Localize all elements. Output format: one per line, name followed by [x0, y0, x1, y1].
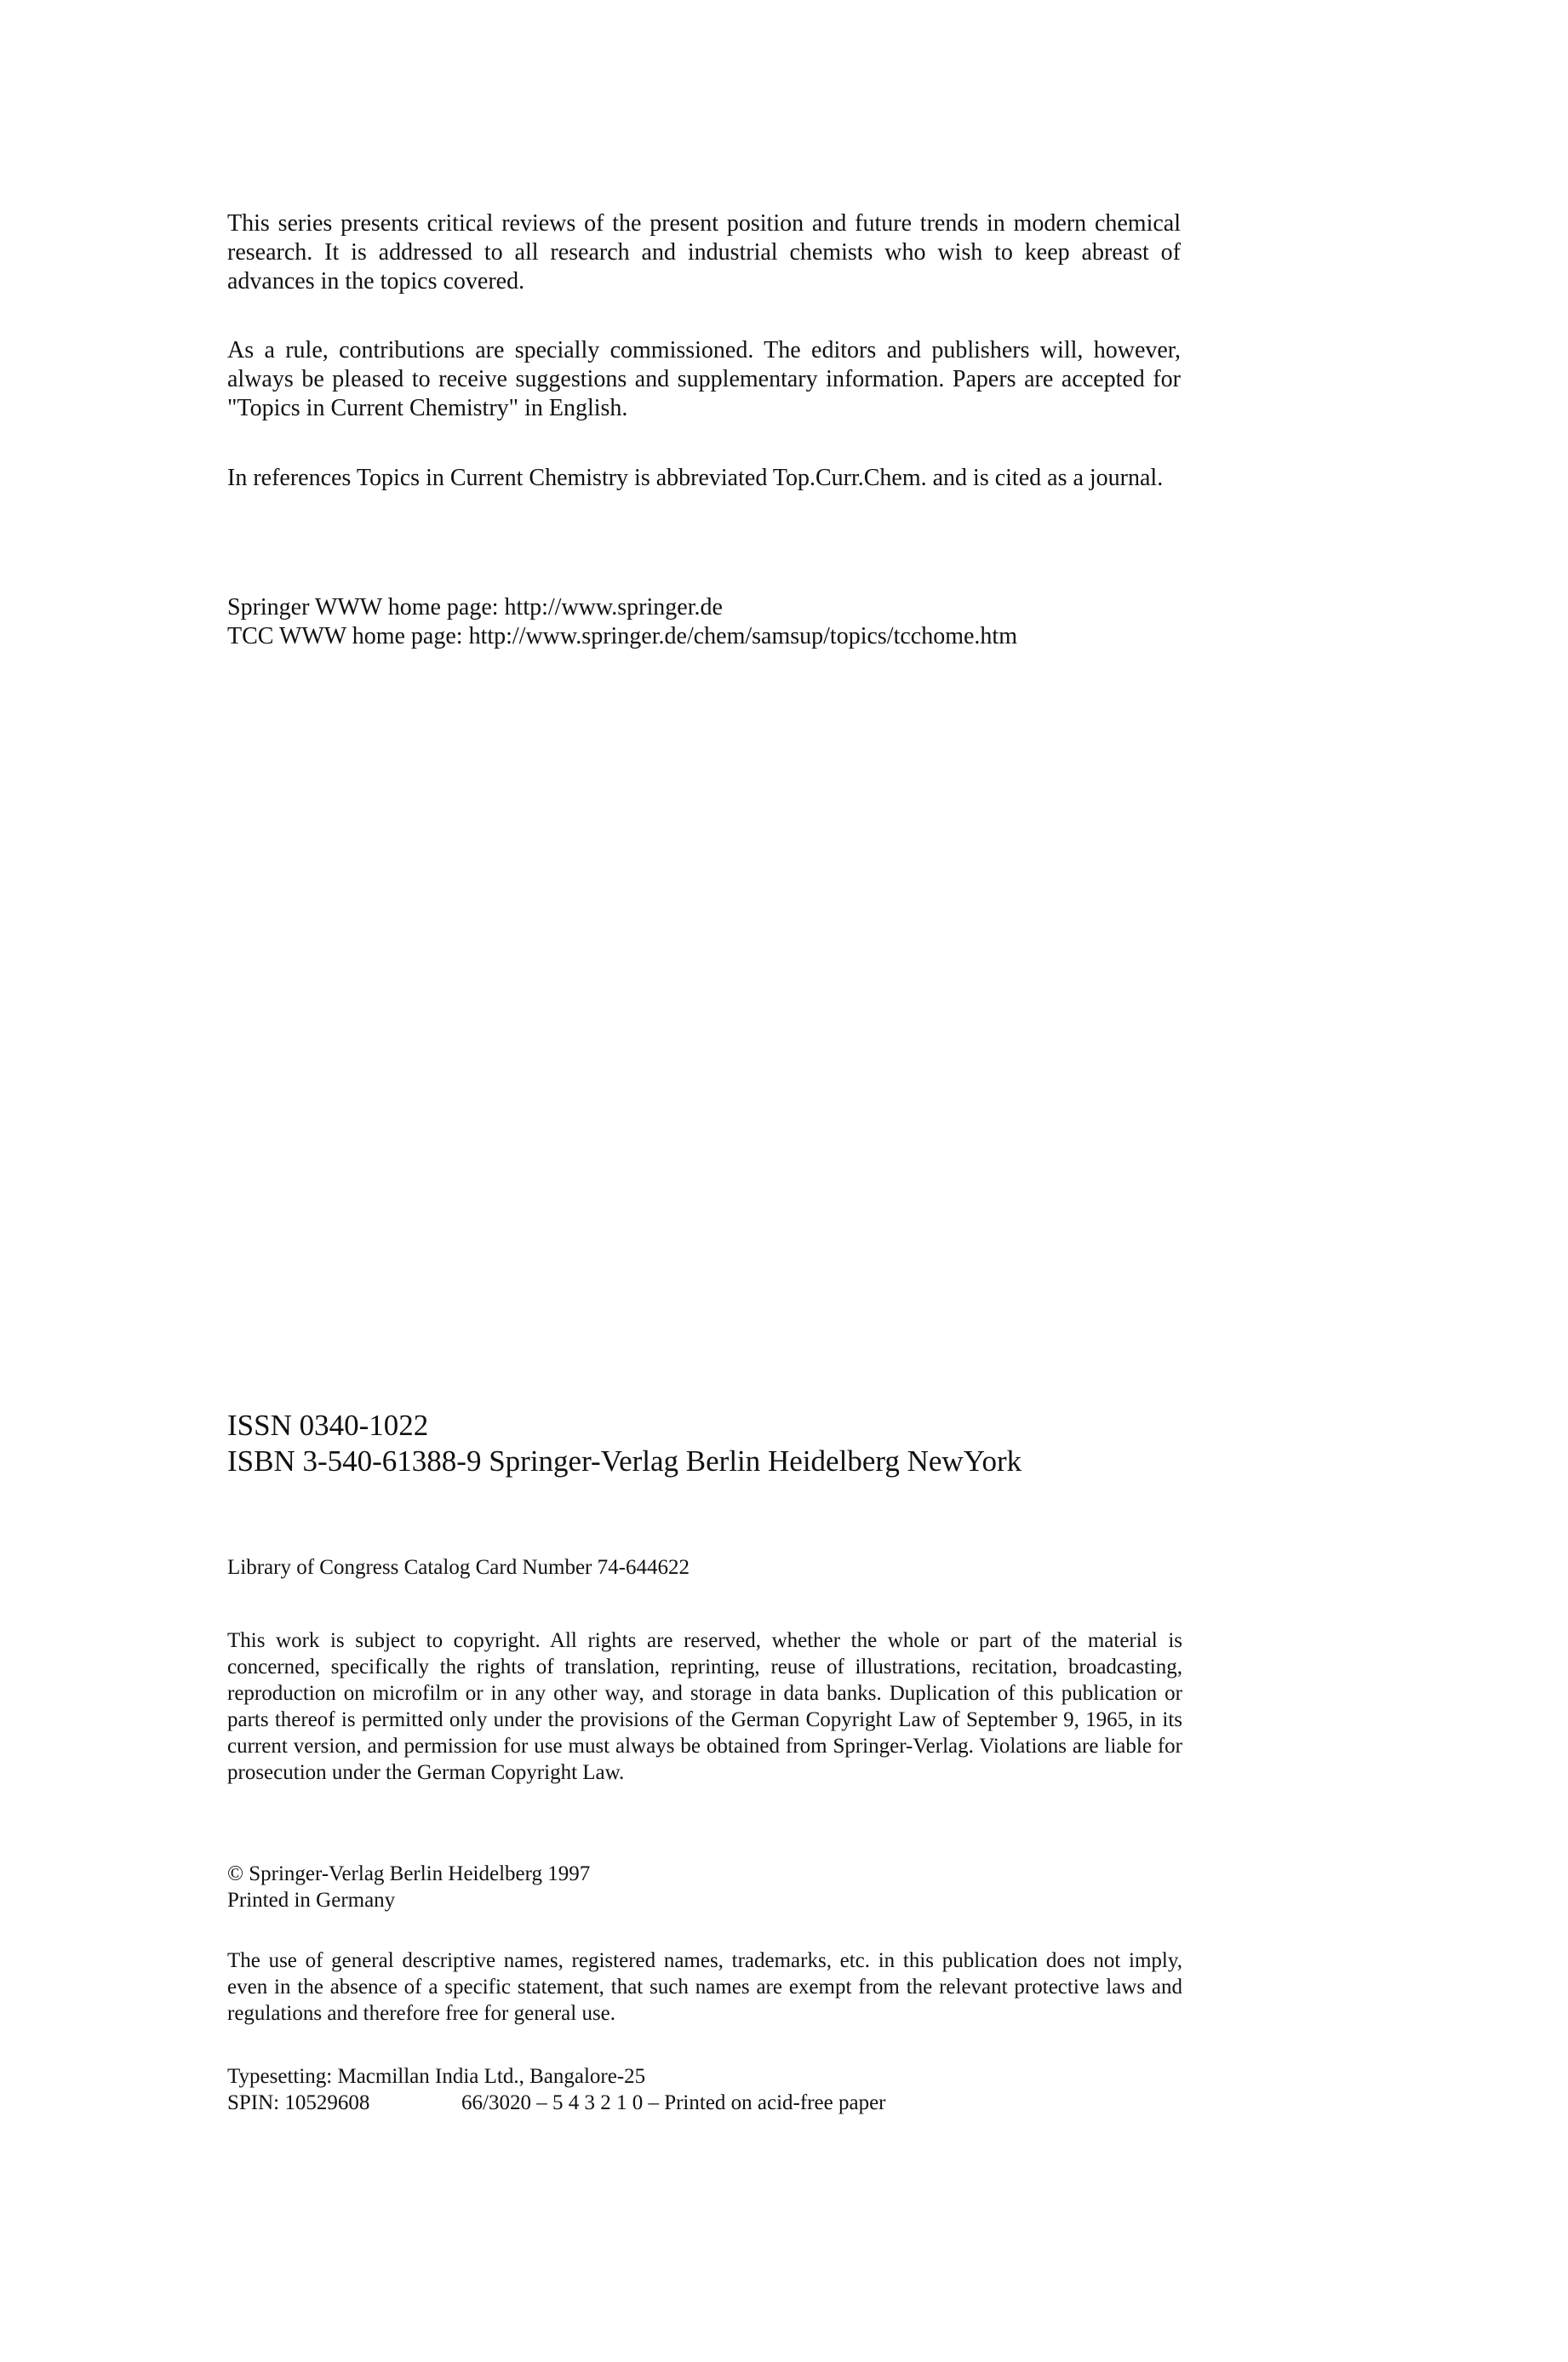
copyright-line: © Springer-Verlag Berlin Heidelberg 1997 [227, 1862, 591, 1885]
production-info [227, 2063, 1181, 2116]
copyright-paragraph: This work is subject to copyright. All rights are reserved, whether the whole or part of the material is concerned, specifically the rights of translation, reprinting, reuse of illustrations, recitation, broadcasting, reproduction on microfilm or in any other way, and storage in data banks. Duplication of this publication or parts thereof is permitted only under the provisions of the German Copyright Law of September 9, 1965, in its current version, and permission for use must always be obtained from Springer-Verlag. Violations are liable for prosecution under the German Copyright Law. [227, 1629, 1182, 1784]
isbn-number: ISBN 3-540-61388-9 Springer-Verlag Berlin Heidelberg NewYork [227, 1444, 1022, 1478]
citation-note [227, 464, 1181, 493]
spin-row [227, 2090, 1181, 2116]
library-of-congress [227, 1554, 1181, 1581]
contributions-paragraph: As a rule, contributions are specially commissioned. The editors and publishers will, however, always be pleased to receive suggestions and supplementary information. Papers are accepted for "Topics in Current Chemistry" in English. [227, 337, 1181, 421]
citation-paragraph: In references Topics in Current Chemistry is abbreviated Top.Curr.Chem. and is cited as a journal. [227, 465, 1164, 491]
web-links [227, 593, 1181, 651]
series-intro-paragraph: This series presents critical reviews of the present position and future trends in modern chemical research. It is addressed to all research and industrial chemists who wish to keep abreast of advances in the topics covered. [227, 210, 1181, 295]
catalog-card-number: Library of Congress Catalog Card Number 74-644622 [227, 1556, 690, 1579]
identifiers [227, 1408, 1181, 1479]
printed-in-line: Printed in Germany [227, 1889, 396, 1912]
tcc-home-page: TCC WWW home page: http://www.springer.de/chem/samsup/topics/tcchome.htm [227, 623, 1017, 649]
copyright-notice [227, 1627, 1182, 1786]
typesetting-line: Typesetting: Macmillan India Ltd., Bangalore-25 [227, 2065, 646, 2088]
series-description [227, 209, 1181, 296]
print-code: 66/3020 – 5 4 3 2 1 0 – Printed on acid-free paper [461, 2091, 886, 2114]
trademark-notice [227, 1947, 1182, 2027]
copyright-statement [227, 1861, 1181, 1913]
springer-home-page: Springer WWW home page: http://www.springer.de [227, 594, 723, 621]
issn-number: ISSN 0340-1022 [227, 1409, 429, 1442]
trademark-paragraph: The use of general descriptive names, registered names, trademarks, etc. in this publication does not imply, even in the absence of a specific statement, that such names are exempt from the relevant protective laws and regulations and therefore free for general use. [227, 1949, 1182, 2025]
contributions-note [227, 336, 1181, 423]
spin-number: SPIN: 10529608 [227, 2091, 370, 2114]
